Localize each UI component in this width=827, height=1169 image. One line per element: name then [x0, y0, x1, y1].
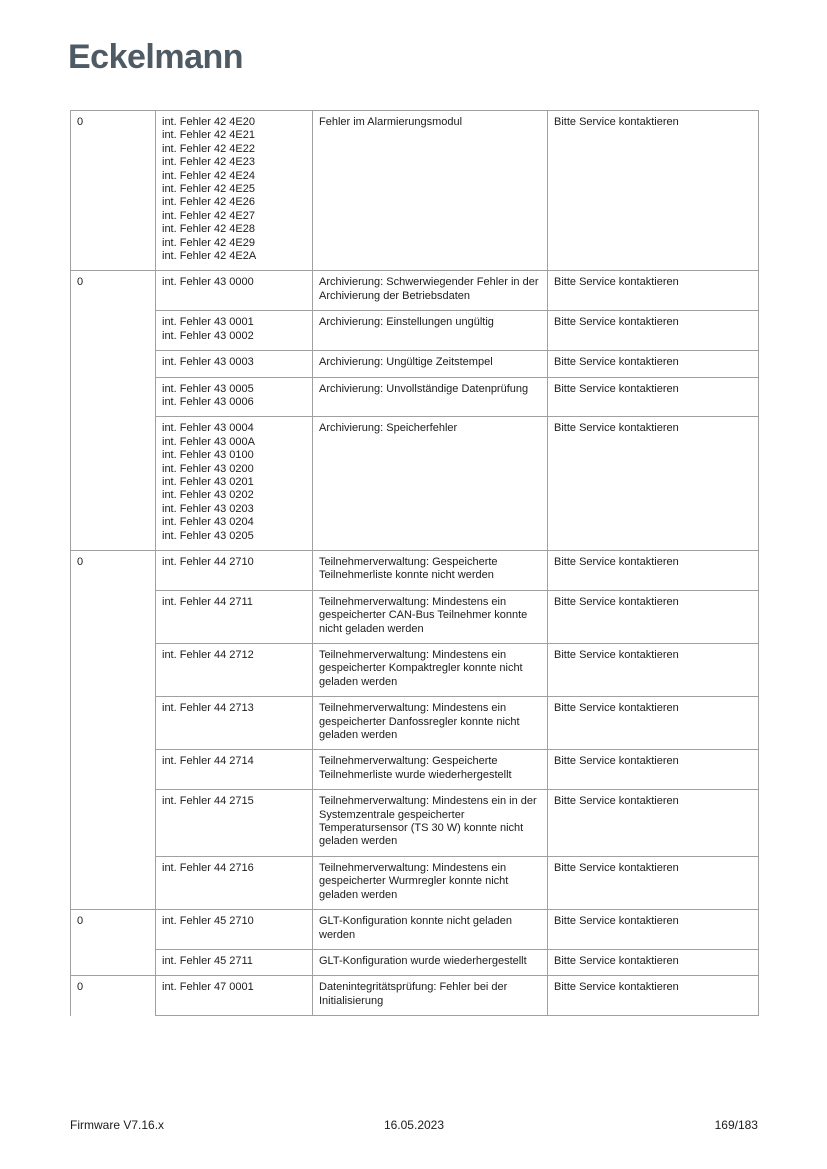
error-code-line: int. Fehler 45 2710: [162, 915, 254, 928]
error-action-cell: Bitte Service kontaktieren: [548, 910, 759, 950]
error-action-cell: Bitte Service kontaktieren: [548, 949, 759, 975]
error-count-cell: 0: [71, 910, 156, 976]
error-code-line: int. Fehler 43 0006: [162, 395, 254, 408]
error-description-cell: Fehler im Alarmierungsmodul: [313, 111, 548, 271]
table-row: [71, 111, 759, 271]
error-code-line: int. Fehler 43 0204: [162, 516, 254, 529]
error-description-cell: Archivierung: Schwerwiegender Fehler in der Archivierung der Betriebsdaten: [313, 271, 548, 311]
error-code-cell: [156, 271, 313, 311]
error-code-line: int. Fehler 44 2712: [162, 649, 254, 661]
error-code-cell: [156, 351, 313, 377]
error-description-cell: Datenintegritätsprüfung: Fehler bei der Initialisierung: [313, 976, 548, 1016]
page-footer: [70, 1118, 758, 1132]
footer-page-number: 169/183: [714, 1118, 758, 1132]
error-code-line: int. Fehler 44 2714: [162, 755, 254, 768]
error-action-cell: Bitte Service kontaktieren: [548, 111, 759, 271]
error-code-cell: [156, 644, 313, 697]
error-code-line: int. Fehler 43 0201: [162, 475, 254, 488]
error-action-cell: Bitte Service kontaktieren: [548, 311, 759, 351]
error-code-cell: [156, 417, 313, 551]
error-code-cell: [156, 550, 313, 590]
error-action-cell: Bitte Service kontaktieren: [548, 856, 759, 909]
error-code-line: int. Fehler 43 0002: [162, 329, 254, 342]
error-code-line: int. Fehler 43 0004: [162, 422, 254, 435]
error-action-cell: Bitte Service kontaktieren: [548, 644, 759, 697]
error-code-line: int. Fehler 42 4E25: [162, 183, 255, 196]
table-row: [71, 856, 759, 909]
error-code-cell: [156, 910, 313, 950]
error-code-line: int. Fehler 42 4E2A: [162, 250, 257, 263]
error-description-cell: GLT-Konfiguration wurde wiederhergestellt: [313, 949, 548, 975]
error-code-line: int. Fehler 43 0205: [162, 529, 254, 542]
error-code-cell: [156, 750, 313, 790]
error-description-cell: Teilnehmerverwaltung: Gespeicherte Teilnehmerliste konnte nicht werden: [313, 550, 548, 590]
error-action-cell: Bitte Service kontaktieren: [548, 750, 759, 790]
error-code-cell: [156, 111, 313, 271]
error-code-line: int. Fehler 43 0200: [162, 462, 254, 475]
error-action-cell: Bitte Service kontaktieren: [548, 271, 759, 311]
error-action-cell: Bitte Service kontaktieren: [548, 351, 759, 377]
error-description-cell: Teilnehmerverwaltung: Mindestens ein in der Systemzentrale gespeicherter Temperatursensor (TS 30 W) konnte nicht geladen werden: [313, 790, 548, 857]
footer-firmware-version: Firmware V7.16.x: [70, 1118, 165, 1132]
error-code-line: int. Fehler 42 4E23: [162, 156, 255, 169]
error-action-cell: Bitte Service kontaktieren: [548, 697, 759, 750]
table-row: [71, 750, 759, 790]
error-description-cell: Teilnehmerverwaltung: Mindestens ein gespeicherter Wurmregler konnte nicht geladen werden: [313, 856, 548, 909]
table-row: [71, 949, 759, 975]
error-action-cell: Bitte Service kontaktieren: [548, 550, 759, 590]
table-row: [71, 590, 759, 643]
table-row: [71, 550, 759, 590]
error-code-line: int. Fehler 43 0000: [162, 276, 254, 289]
table-row: [71, 976, 759, 1016]
table-row: [71, 311, 759, 351]
error-action-cell: Bitte Service kontaktieren: [548, 590, 759, 643]
error-description-cell: GLT-Konfiguration konnte nicht geladen werden: [313, 910, 548, 950]
error-action-cell: Bitte Service kontaktieren: [548, 790, 759, 857]
footer-date: 16.05.2023: [383, 1118, 445, 1132]
error-action-cell: Bitte Service kontaktieren: [548, 377, 759, 417]
error-code-cell: [156, 311, 313, 351]
error-code-cell: [156, 377, 313, 417]
table-row: [71, 377, 759, 417]
error-code-line: int. Fehler 42 4E28: [162, 223, 255, 236]
error-count-cell: 0: [71, 111, 156, 271]
error-code-line: int. Fehler 42 4E22: [162, 142, 255, 155]
table-row: [71, 351, 759, 377]
error-code-line: int. Fehler 43 0001: [162, 316, 254, 329]
error-code-line: int. Fehler 42 4E29: [162, 236, 255, 249]
error-table-body: [71, 111, 759, 1016]
table-row: [71, 417, 759, 551]
error-description-cell: Archivierung: Speicherfehler: [313, 417, 548, 551]
error-code-line: int. Fehler 43 0202: [162, 489, 254, 502]
error-code-line: int. Fehler 42 4E21: [162, 129, 255, 142]
error-code-line: int. Fehler 43 0005: [162, 382, 254, 395]
error-action-cell: Bitte Service kontaktieren: [548, 417, 759, 551]
error-code-line: int. Fehler 47 0001: [162, 981, 254, 994]
table-row: [71, 271, 759, 311]
error-description-cell: Teilnehmerverwaltung: Mindestens ein gespeicherter Kompaktregler konnte nicht geladen werden: [313, 644, 548, 697]
error-description-cell: Teilnehmerverwaltung: Gespeicherte Teilnehmerliste wurde wiederhergestellt: [313, 750, 548, 790]
error-code-line: int. Fehler 42 4E26: [162, 196, 255, 209]
error-code-line: int. Fehler 44 2715: [162, 795, 254, 808]
error-action-cell: Bitte Service kontaktieren: [548, 976, 759, 1016]
error-count-cell: 0: [71, 271, 156, 551]
error-count-cell: 0: [71, 976, 156, 1016]
error-code-cell: [156, 976, 313, 1016]
error-code-cell: [156, 590, 313, 643]
error-description-cell: Teilnehmerverwaltung: Mindestens ein gespeicherter Danfossregler konnte nicht geladen werden: [313, 697, 548, 750]
table-row: [71, 644, 759, 697]
error-code-cell: [156, 949, 313, 975]
error-description-cell: Archivierung: Ungültige Zeitstempel: [313, 351, 548, 377]
error-code-table: [70, 110, 759, 1016]
error-code-line: int. Fehler 43 0003: [162, 356, 254, 369]
table-row: [71, 697, 759, 750]
error-code-cell: [156, 697, 313, 750]
error-code-line: int. Fehler 42 4E24: [162, 169, 255, 182]
error-code-line: int. Fehler 43 000A: [162, 435, 255, 448]
error-code-line: int. Fehler 44 2711: [162, 595, 253, 608]
table-row: [71, 910, 759, 950]
table-row: [71, 790, 759, 857]
error-code-line: int. Fehler 44 2716: [162, 861, 254, 874]
error-description-cell: Teilnehmerverwaltung: Mindestens ein gespeicherter CAN-Bus Teilnehmer konnte nicht geladen werden: [313, 590, 548, 643]
error-code-cell: [156, 790, 313, 857]
error-code-line: int. Fehler 44 2710: [162, 555, 254, 568]
error-code-line: int. Fehler 44 2713: [162, 702, 254, 715]
error-code-cell: [156, 856, 313, 909]
error-code-line: int. Fehler 42 4E20: [162, 116, 255, 128]
error-code-line: int. Fehler 43 0203: [162, 502, 254, 515]
error-description-cell: Archivierung: Einstellungen ungültig: [313, 311, 548, 351]
error-code-line: int. Fehler 45 2711: [162, 954, 253, 967]
error-description-cell: Archivierung: Unvollständige Datenprüfung: [313, 377, 548, 417]
error-code-line: int. Fehler 42 4E27: [162, 209, 255, 222]
error-count-cell: 0: [71, 550, 156, 909]
eckelmann-logo: Eckelmann: [68, 38, 244, 76]
error-code-line: int. Fehler 43 0100: [162, 449, 254, 462]
